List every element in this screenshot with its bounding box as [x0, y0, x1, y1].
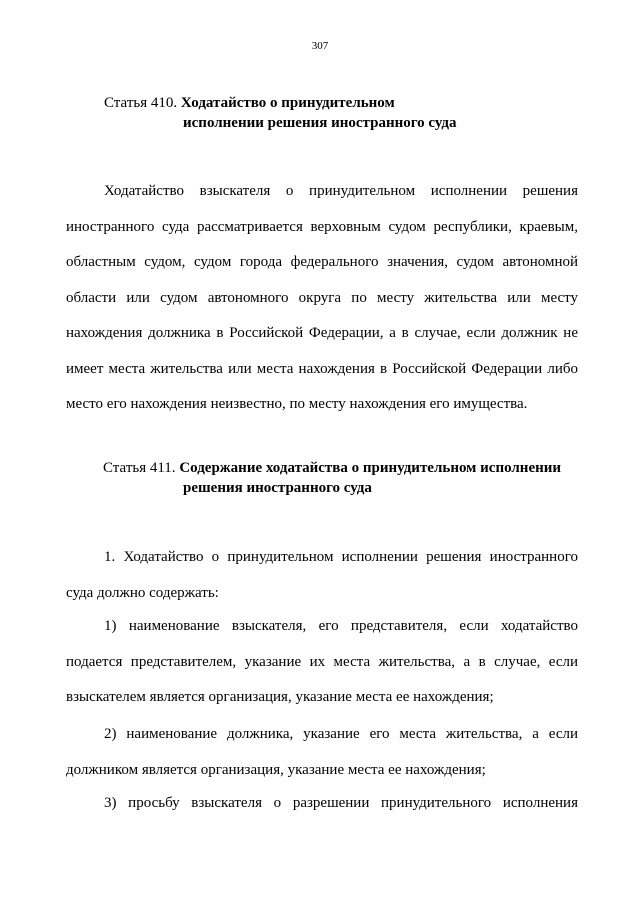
article-411-title-line2: решения иностранного суда — [183, 480, 372, 496]
article-410-heading — [104, 93, 584, 133]
article-410-title-line1: Ходатайство о принудительном — [180, 95, 395, 111]
text-line: взыскателем является организация, указание места ее нахождения; — [66, 689, 494, 705]
text-line: областным судом, судом города федерального значения, судом автономной — [66, 254, 578, 270]
article-411-label: Статья 411. — [103, 460, 180, 476]
text-line: 1) наименование взыскателя, его представителя, если ходатайство — [104, 618, 578, 634]
article-411-paragraph-1 — [66, 540, 578, 611]
text-line: имеет места жительства или места нахождения в Российской Федерации либо — [66, 360, 578, 377]
article-411-item-3 — [66, 786, 578, 822]
text-line: 1. Ходатайство о принудительном исполнении решения иностранного — [104, 549, 578, 565]
text-line: подается представителем, указание их места жительства, а в случае, если — [66, 653, 578, 670]
article-410-label: Статья 410. — [104, 95, 181, 111]
article-410-title-line2: исполнении решения иностранного суда — [183, 115, 457, 131]
text-line: суда должно содержать: — [66, 584, 219, 601]
article-410-paragraph — [66, 174, 578, 423]
text-line: 2) наименование должника, указание его места жительства, а если — [104, 726, 578, 742]
text-line: место его нахождения неизвестно, по месту нахождения его имущества. — [66, 396, 528, 412]
text-line: нахождения должника в Российской Федерации, а в случае, если должник не — [66, 325, 578, 341]
article-411-title-line1: Содержание ходатайства о принудительном исполнении — [179, 460, 562, 476]
text-line: иностранного суда рассматривается верховным судом республики, краевым, — [66, 218, 578, 235]
page-number: 307 — [311, 40, 329, 52]
text-line: Ходатайство взыскателя о принудительном исполнении решения — [104, 183, 578, 199]
text-line: должником является организация, указание места ее нахождения; — [66, 761, 486, 778]
text-line: 3) просьбу взыскателя о разрешении принудительного исполнения — [104, 795, 578, 811]
article-411-item-1 — [66, 609, 578, 716]
article-411-heading — [103, 458, 583, 498]
text-line: области или судом автономного округа по месту жительства или месту — [66, 289, 578, 306]
article-411-item-2 — [66, 717, 578, 788]
